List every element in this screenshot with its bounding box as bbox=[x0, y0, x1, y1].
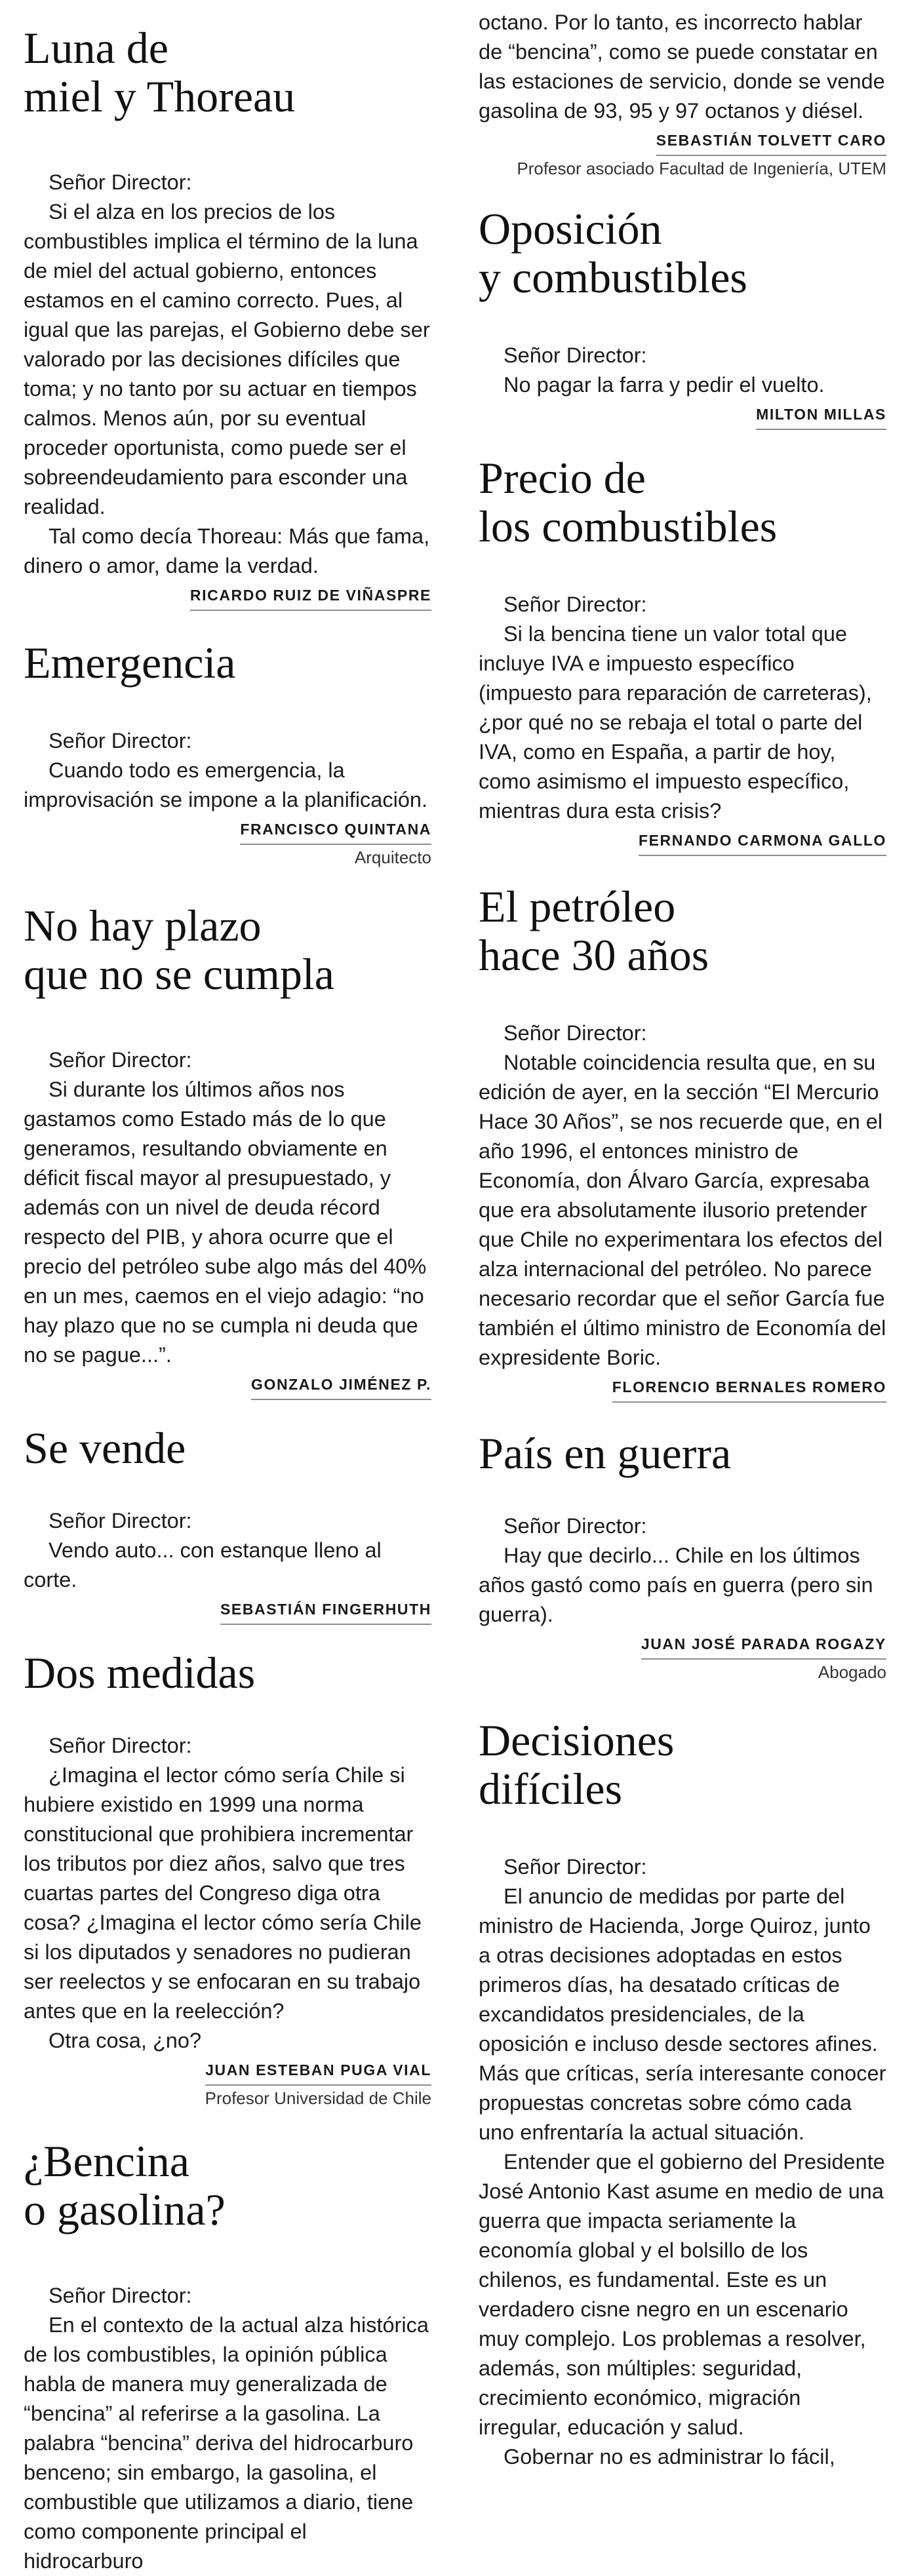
letter bbox=[24, 901, 431, 1400]
letter bbox=[24, 1649, 431, 2111]
headline-line: Emergencia bbox=[24, 638, 236, 688]
continued-letter bbox=[479, 8, 886, 181]
signature bbox=[24, 583, 431, 611]
letter-paragraph: ¿Imagina el lector cómo sería Chile si hubiere existido en 1999 una norma constitucional que prohibiera incrementar los tributos por diez años, salvo que tres cuartas partes del Congreso diga otra cosa? ¿Imagina el lector cómo sería Chile si los diputados y senadores no pudieran ser reelectos y se enfocaran en su trabajo antes que en la reelección? bbox=[24, 1763, 422, 2023]
letter-paragraph: Notable coincidencia resulta que, en su edición de ayer, en la sección “El Mercurio Hace 30 Años”, se nos recuerde que, en el año 1996, el entonces ministro de Economía, don Álvaro García, expresaba que era absolutamente ilusorio pretender que Chile no experimentara los efectos del alza internacional del petróleo. No parece necesario recordar que el señor García fue también el último ministro de Economía del expresidente Boric. bbox=[479, 1051, 886, 1369]
author-role: Arquitecto bbox=[354, 848, 431, 867]
letter-headline bbox=[24, 901, 431, 998]
letter-paragraph: Si el alza en los precios de los combustibles implica el término de la luna de miel del actual gobierno, entonces estamos en el camino correcto. Pues, al igual que las parejas, el Gobierno debe ser valorado por las decisiones difíciles que toma; y no tanto por su actuar en tiempos calmos. Menos aún, por su eventual proceder oportunista, como puede ser el sobreendeudamiento para esconder una realidad. bbox=[24, 200, 430, 518]
letter-paragraph: Entender que el gobierno del Presidente José Antonio Kast asume en medio de una guerra que impacta seriamente la economía global y el bolsillo de los chilenos, es fundamental. Este es un verdadero cisne negro en un escenario muy complejo. Los problemas a resolver, además, son múltiples: seguridad, crecimiento económico, migración irregular, educación y salud. bbox=[479, 2150, 885, 2439]
letter-paragraph: Vendo auto... con estanque lleno al corte. bbox=[24, 1538, 382, 1591]
letter-headline bbox=[24, 2137, 431, 2234]
letter-headline bbox=[479, 1716, 886, 1813]
author-name: FERNANDO CARMONA GALLO bbox=[639, 829, 886, 856]
letter-paragraph: Hay que decirlo... Chile en los últimos años gastó como país en guerra (pero sin guerra). bbox=[479, 1544, 873, 1626]
right-column bbox=[479, 0, 886, 2472]
salutation: Señor Director: bbox=[49, 2284, 192, 2307]
author-name: GONZALO JIMÉNEZ P. bbox=[251, 1373, 431, 1400]
signature bbox=[479, 1375, 886, 1403]
letter bbox=[24, 24, 431, 611]
headline-line: hace 30 años bbox=[479, 930, 709, 980]
salutation: Señor Director: bbox=[49, 1048, 192, 1072]
author-name: SEBASTIÁN TOLVETT CARO bbox=[656, 128, 886, 156]
salutation: Señor Director: bbox=[504, 1021, 647, 1045]
author-role: Profesor asociado Facultad de Ingeniería, UTEM bbox=[517, 159, 886, 178]
salutation: Señor Director: bbox=[504, 1855, 647, 1879]
letter-headline bbox=[479, 454, 886, 551]
letter-paragraph: El anuncio de medidas por parte del ministro de Hacienda, Jorge Quiroz, junto a otras decisiones adoptadas en estos primeros días, ha desatado críticas de excandidatos presidenciales, de la oposición e incluso desde sectores afines. Más que críticas, sería interesante conocer propuestas concretas sobre cómo cada uno enfrentaría la actual situación. bbox=[479, 1884, 886, 2144]
letter-paragraph: Cuando todo es emergencia, la improvisación se impone a la planificación. bbox=[24, 758, 428, 811]
letter bbox=[479, 882, 886, 1403]
letter-headline bbox=[24, 638, 431, 687]
salutation: Señor Director: bbox=[49, 1509, 192, 1532]
letter bbox=[24, 638, 431, 870]
letter bbox=[479, 1429, 886, 1685]
salutation: Señor Director: bbox=[49, 1734, 192, 1757]
salutation: Señor Director: bbox=[504, 1514, 647, 1538]
signature bbox=[479, 402, 886, 430]
signature bbox=[24, 1597, 431, 1625]
letter bbox=[24, 2137, 431, 2576]
signature bbox=[24, 1373, 431, 1400]
headline-line: Dos medidas bbox=[24, 1648, 256, 1698]
author-name: FLORENCIO BERNALES ROMERO bbox=[612, 1375, 886, 1403]
headline-line: No hay plazo bbox=[24, 901, 262, 950]
headline-line: difíciles bbox=[479, 1764, 623, 1814]
letter bbox=[479, 1716, 886, 2472]
letter-headline bbox=[479, 1429, 886, 1477]
salutation: Señor Director: bbox=[49, 170, 192, 194]
signature bbox=[24, 2058, 431, 2086]
headline-line: Se vende bbox=[24, 1423, 186, 1473]
author-name: RICARDO RUIZ DE VIÑASPRE bbox=[190, 583, 431, 611]
letter-headline bbox=[479, 882, 886, 979]
headline-line: los combustibles bbox=[479, 501, 778, 551]
letter bbox=[479, 205, 886, 430]
letter-headline bbox=[24, 24, 431, 121]
letter-paragraph: Si durante los últimos años nos gastamos como Estado más de lo que generamos, resultando obviamente en déficit fiscal mayor al presupuestado, y además con un nivel de deuda récord respecto del PIB, y ahora ocurre que el precio del petróleo sube algo más del 40% en un mes, caemos en el viejo adagio: “no hay plazo que no se cumpla ni deuda que no se pague...”. bbox=[24, 1078, 427, 1367]
letter-paragraph: No pagar la farra y pedir el vuelto. bbox=[504, 373, 825, 397]
author-role: Profesor Universidad de Chile bbox=[205, 2088, 431, 2108]
headline-line: Precio de bbox=[479, 453, 646, 503]
author-name: FRANCISCO QUINTANA bbox=[240, 817, 431, 845]
letter-headline bbox=[479, 205, 886, 302]
signature bbox=[479, 1632, 886, 1660]
headline-line: que no se cumpla bbox=[24, 949, 334, 999]
continued-paragraph: octano. Por lo tanto, es incorrecto hablar de “bencina”, como se puede constatar en las estaciones de servicio, donde se vende gasolina de 93, 95 y 97 octanos y diésel. bbox=[479, 10, 885, 123]
salutation: Señor Director: bbox=[49, 729, 192, 752]
letter-headline bbox=[24, 1424, 431, 1472]
headline-line: y combustibles bbox=[479, 252, 747, 302]
author-name: SEBASTIÁN FINGERHUTH bbox=[220, 1597, 431, 1625]
headline-line: Luna de bbox=[24, 23, 168, 73]
signature bbox=[24, 817, 431, 845]
letter-paragraph: Si la bencina tiene un valor total que incluye IVA e impuesto específico (impuesto para reparación de carreteras), ¿por qué no se rebaja el total o parte del IVA, como en España, a partir de hoy, como asimismo el impuesto específico, mientras dura esta crisis? bbox=[479, 622, 872, 823]
signature bbox=[479, 128, 886, 156]
salutation: Señor Director: bbox=[504, 593, 647, 616]
headline-line: Decisiones bbox=[479, 1715, 675, 1765]
letter-paragraph: Tal como decía Thoreau: Más que fama, dinero o amor, dame la verdad. bbox=[24, 524, 430, 577]
author-role: Abogado bbox=[818, 1662, 886, 1682]
signature bbox=[479, 829, 886, 856]
headline-line: Oposición bbox=[479, 204, 662, 254]
letter bbox=[24, 1424, 431, 1625]
letter-paragraph: Otra cosa, ¿no? bbox=[49, 2029, 202, 2052]
letter bbox=[479, 454, 886, 856]
letter-paragraph: Gobernar no es administrar lo fácil, bbox=[504, 2445, 835, 2469]
headline-line: miel y Thoreau bbox=[24, 71, 296, 121]
salutation: Señor Director: bbox=[504, 343, 647, 367]
author-name: MILTON MILLAS bbox=[756, 402, 886, 430]
author-name: JUAN JOSÉ PARADA ROGAZY bbox=[641, 1632, 886, 1660]
letter-headline bbox=[24, 1649, 431, 1697]
author-name: JUAN ESTEBAN PUGA VIAL bbox=[205, 2058, 431, 2086]
left-column bbox=[24, 0, 431, 2576]
headline-line: ¿Bencina bbox=[24, 2136, 189, 2186]
headline-line: País en guerra bbox=[479, 1428, 732, 1478]
headline-line: El petróleo bbox=[479, 882, 676, 931]
headline-line: o gasolina? bbox=[24, 2185, 226, 2234]
letter-paragraph: En el contexto de la actual alza histórica de los combustibles, la opinión pública habla de manera muy generalizada de “bencina” al referirse a la gasolina. La palabra “bencina” deriva del hidrocarburo benceno; sin embargo, la gasolina, el combustible que utilizamos a diario, tiene como componente principal el hidrocarburo bbox=[24, 2313, 429, 2573]
